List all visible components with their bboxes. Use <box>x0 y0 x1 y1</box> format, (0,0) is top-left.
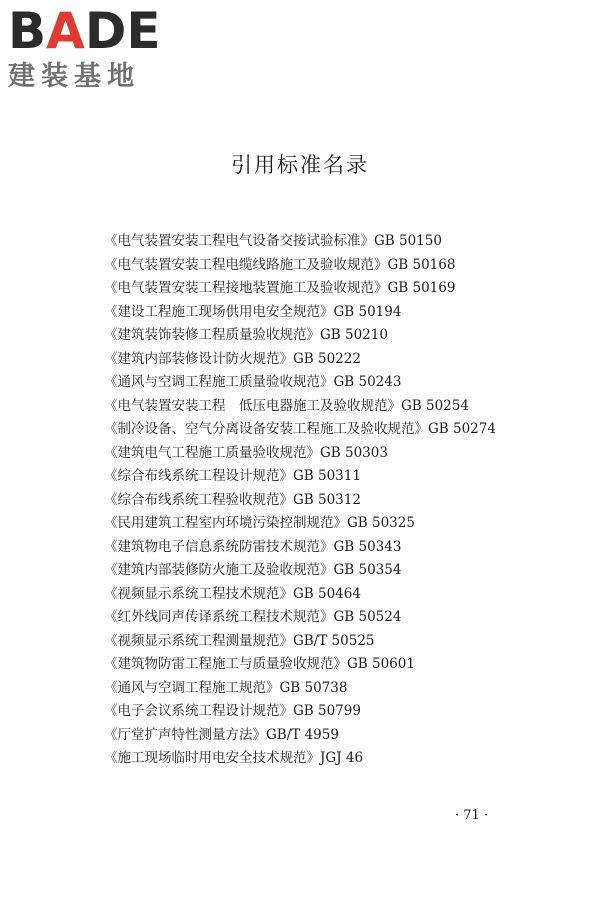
bade-logo <box>8 4 188 96</box>
logo-subtitle: 建装基地 <box>8 61 140 92</box>
reference-item: 《建筑装饰装修工程质量验收规范》GB 50210 <box>104 327 388 343</box>
logo-letter-b: B <box>8 2 47 60</box>
reference-item: 《建筑内部装修防火施工及验收规范》GB 50354 <box>104 562 402 578</box>
reference-item: 《建筑物电子信息系统防雷技术规范》GB 50343 <box>104 538 402 555</box>
reference-item: 《电气装置安装工程接地装置施工及验收规范》GB 50169 <box>104 280 456 296</box>
reference-item: 《电气装置安装工程 低压电器施工及验收规范》GB 50254 <box>104 397 469 414</box>
reference-item: 《电气装置安装工程电气设备交接试验标准》GB 50150 <box>104 233 442 249</box>
reference-item: 《电气装置安装工程电缆线路施工及验收规范》GB 50168 <box>104 256 456 273</box>
logo-wordmark <box>8 4 161 58</box>
reference-item: 《通风与空调工程施工质量验收规范》GB 50243 <box>104 374 402 390</box>
reference-item: 《建设工程施工现场供用电安全规范》GB 50194 <box>104 303 402 320</box>
reference-item: 《民用建筑工程室内环境污染控制规范》GB 50325 <box>104 515 415 531</box>
reference-item: 《厅堂扩声特性测量方法》GB/T 4959 <box>104 726 339 743</box>
reference-item: 《红外线同声传译系统工程技术规范》GB 50524 <box>104 609 402 625</box>
reference-item: 《电子会议系统工程设计规范》GB 50799 <box>104 703 361 719</box>
page-number: · 71 · <box>455 808 489 823</box>
page-title: 引用标准名录 <box>231 153 369 177</box>
logo-letters-de: DE <box>84 2 161 60</box>
reference-item: 《制冷设备、空气分离设备安装工程施工及验收规范》GB 50274 <box>104 421 496 437</box>
reference-item: 《视频显示系统工程技术规范》GB 50464 <box>104 585 361 602</box>
reference-item: 《建筑物防雷工程施工与质量验收规范》GB 50601 <box>104 656 415 672</box>
reference-item: 《建筑电气工程施工质量验收规范》GB 50303 <box>104 444 388 461</box>
logo-letter-a-accent: A <box>46 2 85 60</box>
reference-item: 《综合布线系统工程设计规范》GB 50311 <box>104 468 361 484</box>
reference-item: 《施工现场临时用电安全技术规范》JGJ 46 <box>104 750 364 766</box>
reference-item: 《建筑内部装修设计防火规范》GB 50222 <box>104 350 361 367</box>
reference-item: 《通风与空调工程施工规范》GB 50738 <box>104 679 348 696</box>
reference-item: 《综合布线系统工程验收规范》GB 50312 <box>104 491 361 508</box>
reference-list <box>104 230 496 771</box>
reference-item: 《视频显示系统工程测量规范》GB/T 50525 <box>104 632 375 649</box>
